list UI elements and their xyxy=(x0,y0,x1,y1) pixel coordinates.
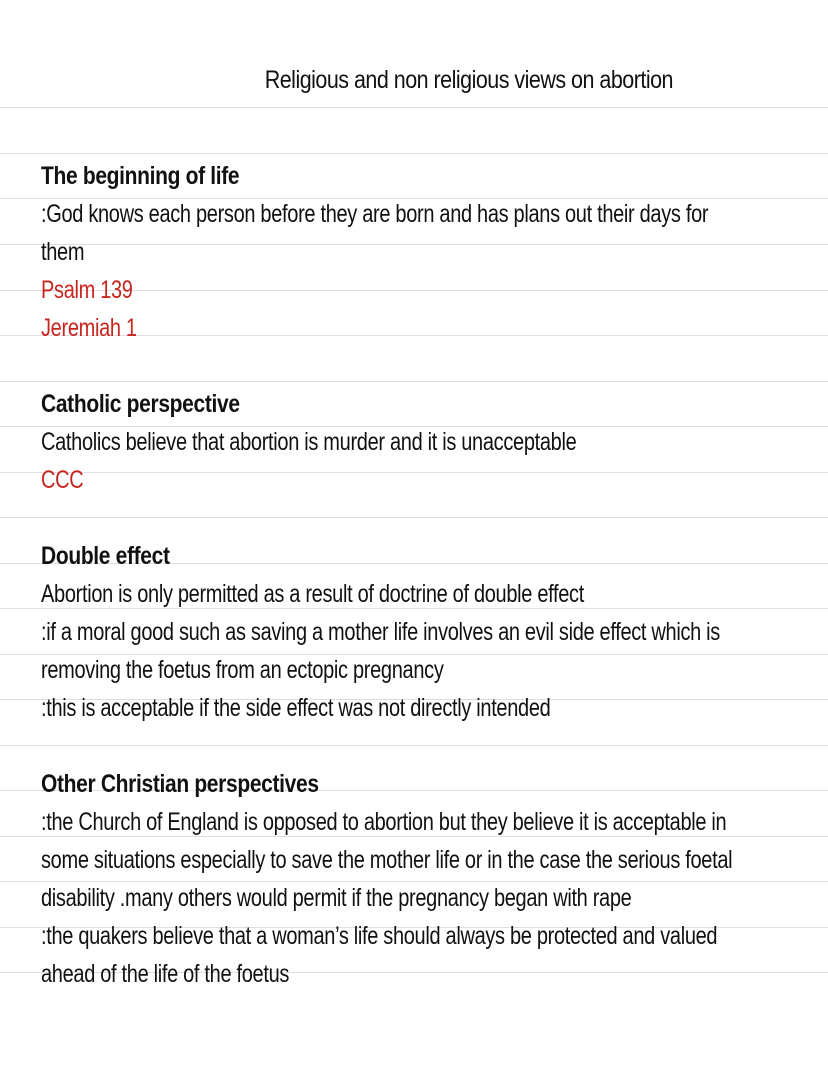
section-text-line: Catholics believe that abortion is murder and it is unacceptable xyxy=(41,428,577,456)
section-text-line: :God knows each person before they are born and has plans out their days for xyxy=(41,200,709,228)
section-text-line: them xyxy=(41,238,85,266)
section-text-line: Abortion is only permitted as a result of doctrine of double effect xyxy=(41,580,584,608)
rule-line xyxy=(0,517,828,518)
scripture-reference: Jeremiah 1 xyxy=(41,314,137,342)
section-heading-other-christian-perspectives: Other Christian perspectives xyxy=(41,770,319,798)
rule-line xyxy=(0,107,828,108)
section-heading-double-effect: Double effect xyxy=(41,542,170,570)
section-text-line: ahead of the life of the foetus xyxy=(41,960,290,988)
section-text-line: some situations especially to save the mother life or in the case the serious foetal xyxy=(41,846,733,874)
page-title xyxy=(66,66,778,95)
section-text-line: :if a moral good such as saving a mother life involves an evil side effect which is xyxy=(41,618,720,646)
rule-line xyxy=(0,153,828,154)
section-heading-beginning-of-life: The beginning of life xyxy=(41,162,240,190)
section-text-line: :this is acceptable if the side effect was not directly intended xyxy=(41,694,551,722)
scripture-reference: Psalm 139 xyxy=(41,276,133,304)
section-text-line: disability .many others would permit if the pregnancy began with rape xyxy=(41,884,632,912)
rule-line xyxy=(0,745,828,746)
section-text-line: :the quakers believe that a woman’s life should always be protected and valued xyxy=(41,922,718,950)
rule-line xyxy=(0,381,828,382)
page-title-text: Religious and non religious views on abortion xyxy=(264,66,673,94)
rule-line xyxy=(0,244,828,245)
rule-line xyxy=(0,472,828,473)
scripture-reference: CCC xyxy=(41,466,84,494)
section-heading-catholic-perspective: Catholic perspective xyxy=(41,390,240,418)
section-text-line: :the Church of England is opposed to abortion but they believe it is acceptable in xyxy=(41,808,727,836)
section-text-line: removing the foetus from an ectopic pregnancy xyxy=(41,656,444,684)
